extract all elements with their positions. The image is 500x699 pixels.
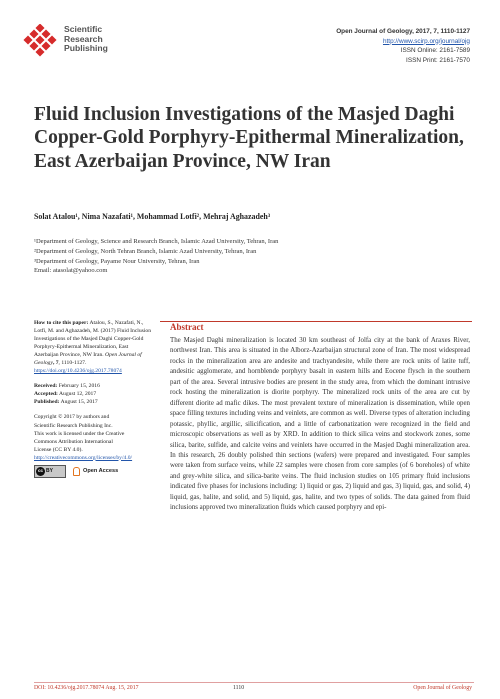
page-number: 1110 bbox=[233, 685, 245, 691]
publisher-line: Research bbox=[64, 33, 103, 44]
author-email: Email: atasolat@yahoo.com bbox=[34, 267, 108, 275]
citation-block bbox=[34, 319, 152, 367]
received-date: Received: February 15, 2016 bbox=[34, 383, 100, 390]
issn-print: ISSN Print: 2161-7570 bbox=[406, 56, 470, 64]
affiliation-item: ³Department of Geology, Payame Nour University, Tehran, Iran bbox=[34, 257, 200, 265]
abstract-text: The Masjed Daghi mineralization is located 30 km southeast of Jolfa city at the bank of Araxes River, northwest Iran. This area is situated in the Alborz-Azarbaijan structural zone of Iran. The most widespread rocks in the mineralization area are andesite and trachyandesite, while there are rock units of latite tuff, andesitic agglomerate, and hornblende porphyry basalt in eastern hills and Eocene flysch in the southern part of the area. Several intrusive bodies are present in the study area, from which the dominant intrusive rock hosting the mineralization is diorite porphyry. The mineralized rock units of the area are cut by different diorite ad mafic dikes. The most prevalent texture of mineralization is dissemination, while open space filling textures including veins and veinlets, are common as well. Diverse types of alteration including potassic, phyllic, argillic, silicification, and a little of carbonatization were recognized in the field and microscopic observations as well as by XRD. In addition to thick silica veins and stockwork zones, some silica, barite, sulfide, and calcite veins and veinlets have occurred in the Masjed Daghi mineralization area. In this research, 26 doubly polished thin sections (wafers) were prepared and investigated. Four samples were taken from surface veins, while 22 samples were chosen from core samples (of 6 boreholes) of white and grey-white silica, and silica-barite veins. The fluid inclusion studies on 105 primary fluid inclusions indicated five phases for inclusions including: 1) liquid or gas, 2) liquid and gas, 3) liquid, gas, and solid, 4) liquid, gas, halite, and solid, and 5) liquid, gas, halite, and two types of solids. The data gained from fluid inclusions approved two mineralization fluids which caused porphyry and epi- bbox=[170, 337, 470, 512]
journal-info bbox=[336, 27, 470, 65]
footer-rule bbox=[34, 682, 474, 683]
logo-diamond bbox=[47, 35, 56, 44]
affiliation-item: ¹Department of Geology, Science and Research Branch, Islamic Azad University, Tehran, Iran bbox=[34, 238, 279, 245]
copyright-line: This work is licensed under the Creative bbox=[34, 430, 125, 437]
issn-online: ISSN Online: 2161-7589 bbox=[400, 47, 470, 55]
license-link[interactable]: http://creativecommons.org/licenses/by/4.0/ bbox=[34, 454, 133, 461]
cite-pages: , 1110-1127. bbox=[58, 360, 87, 367]
logo-diamond bbox=[29, 41, 38, 50]
copyright-line: Scientific Research Publishing Inc. bbox=[34, 422, 113, 429]
open-access-badge: Open Access bbox=[73, 467, 118, 476]
footer-doi: DOI: 10.4236/ojg.2017.78074 Aug. 15, 2017 bbox=[34, 685, 139, 691]
logo-diamond bbox=[29, 29, 38, 38]
open-access-lock-icon bbox=[73, 467, 80, 476]
article-sidebar bbox=[34, 319, 152, 478]
logo-diamond bbox=[35, 47, 44, 56]
logo-diamond bbox=[41, 41, 50, 50]
publisher-line: Publishing bbox=[64, 43, 108, 54]
publisher-logo-icon bbox=[22, 24, 58, 60]
affiliation-item: ²Department of Geology, North Tehran Branch, Islamic Azad University, Tehran, Iran bbox=[34, 247, 257, 255]
abstract-rule bbox=[160, 321, 472, 322]
logo-diamond bbox=[23, 35, 32, 44]
doi-link[interactable]: https://doi.org/10.4236/ojg.2017.78074 bbox=[34, 368, 122, 375]
copyright-line: License (CC BY 4.0). bbox=[34, 446, 83, 453]
logo-diamond bbox=[41, 29, 50, 38]
cite-volume: , 7 bbox=[52, 360, 59, 367]
license-badges bbox=[34, 465, 152, 478]
copyright-line: Commons Attribution International bbox=[34, 438, 113, 445]
journal-citation: Open Journal of Geology, 2017, 7, 1110-1127 bbox=[336, 28, 470, 35]
copyright-line: Copyright © 2017 by authors and bbox=[34, 414, 110, 421]
author-list: Solat Atalou¹, Nima Nazafati¹, Mohammad Lotfi², Mehraj Aghazadeh³ bbox=[34, 212, 271, 221]
cite-text: Atalou, S., Nazafati, N., Lotfi, M. and Aghazadeh, M. (2017) Fluid Inclusion Investigations of the Masjed Daghi Copper-Gold Porphyry-Epithermal Mineralization, East Azerbaijan Province, NW Iran. bbox=[34, 320, 151, 359]
cite-journal: Open Journal of Geology bbox=[34, 352, 142, 367]
abstract-heading: Abstract bbox=[170, 322, 204, 332]
journal-url-link[interactable]: http://www.scirp.org/journal/ojg bbox=[382, 37, 470, 45]
publisher-line: Scientific bbox=[64, 24, 103, 34]
logo-diamond bbox=[35, 35, 44, 44]
footer-journal: Open Journal of Geology bbox=[413, 685, 472, 691]
cc-by-license-icon[interactable]: cc BY bbox=[34, 465, 66, 478]
logo-diamond bbox=[35, 24, 44, 33]
paper-title: Fluid Inclusion Investigations of the Masjed Daghi Copper-Gold Porphyry-Epithermal Mineralization, East Azerbaijan Province, NW Iran bbox=[34, 104, 464, 172]
cite-label: How to cite this paper: bbox=[34, 320, 89, 326]
accepted-date: Accepted: August 12, 2017 bbox=[34, 391, 97, 398]
publisher-name bbox=[64, 25, 108, 54]
affiliations bbox=[34, 237, 278, 276]
published-date: Published: August 15, 2017 bbox=[34, 399, 98, 406]
